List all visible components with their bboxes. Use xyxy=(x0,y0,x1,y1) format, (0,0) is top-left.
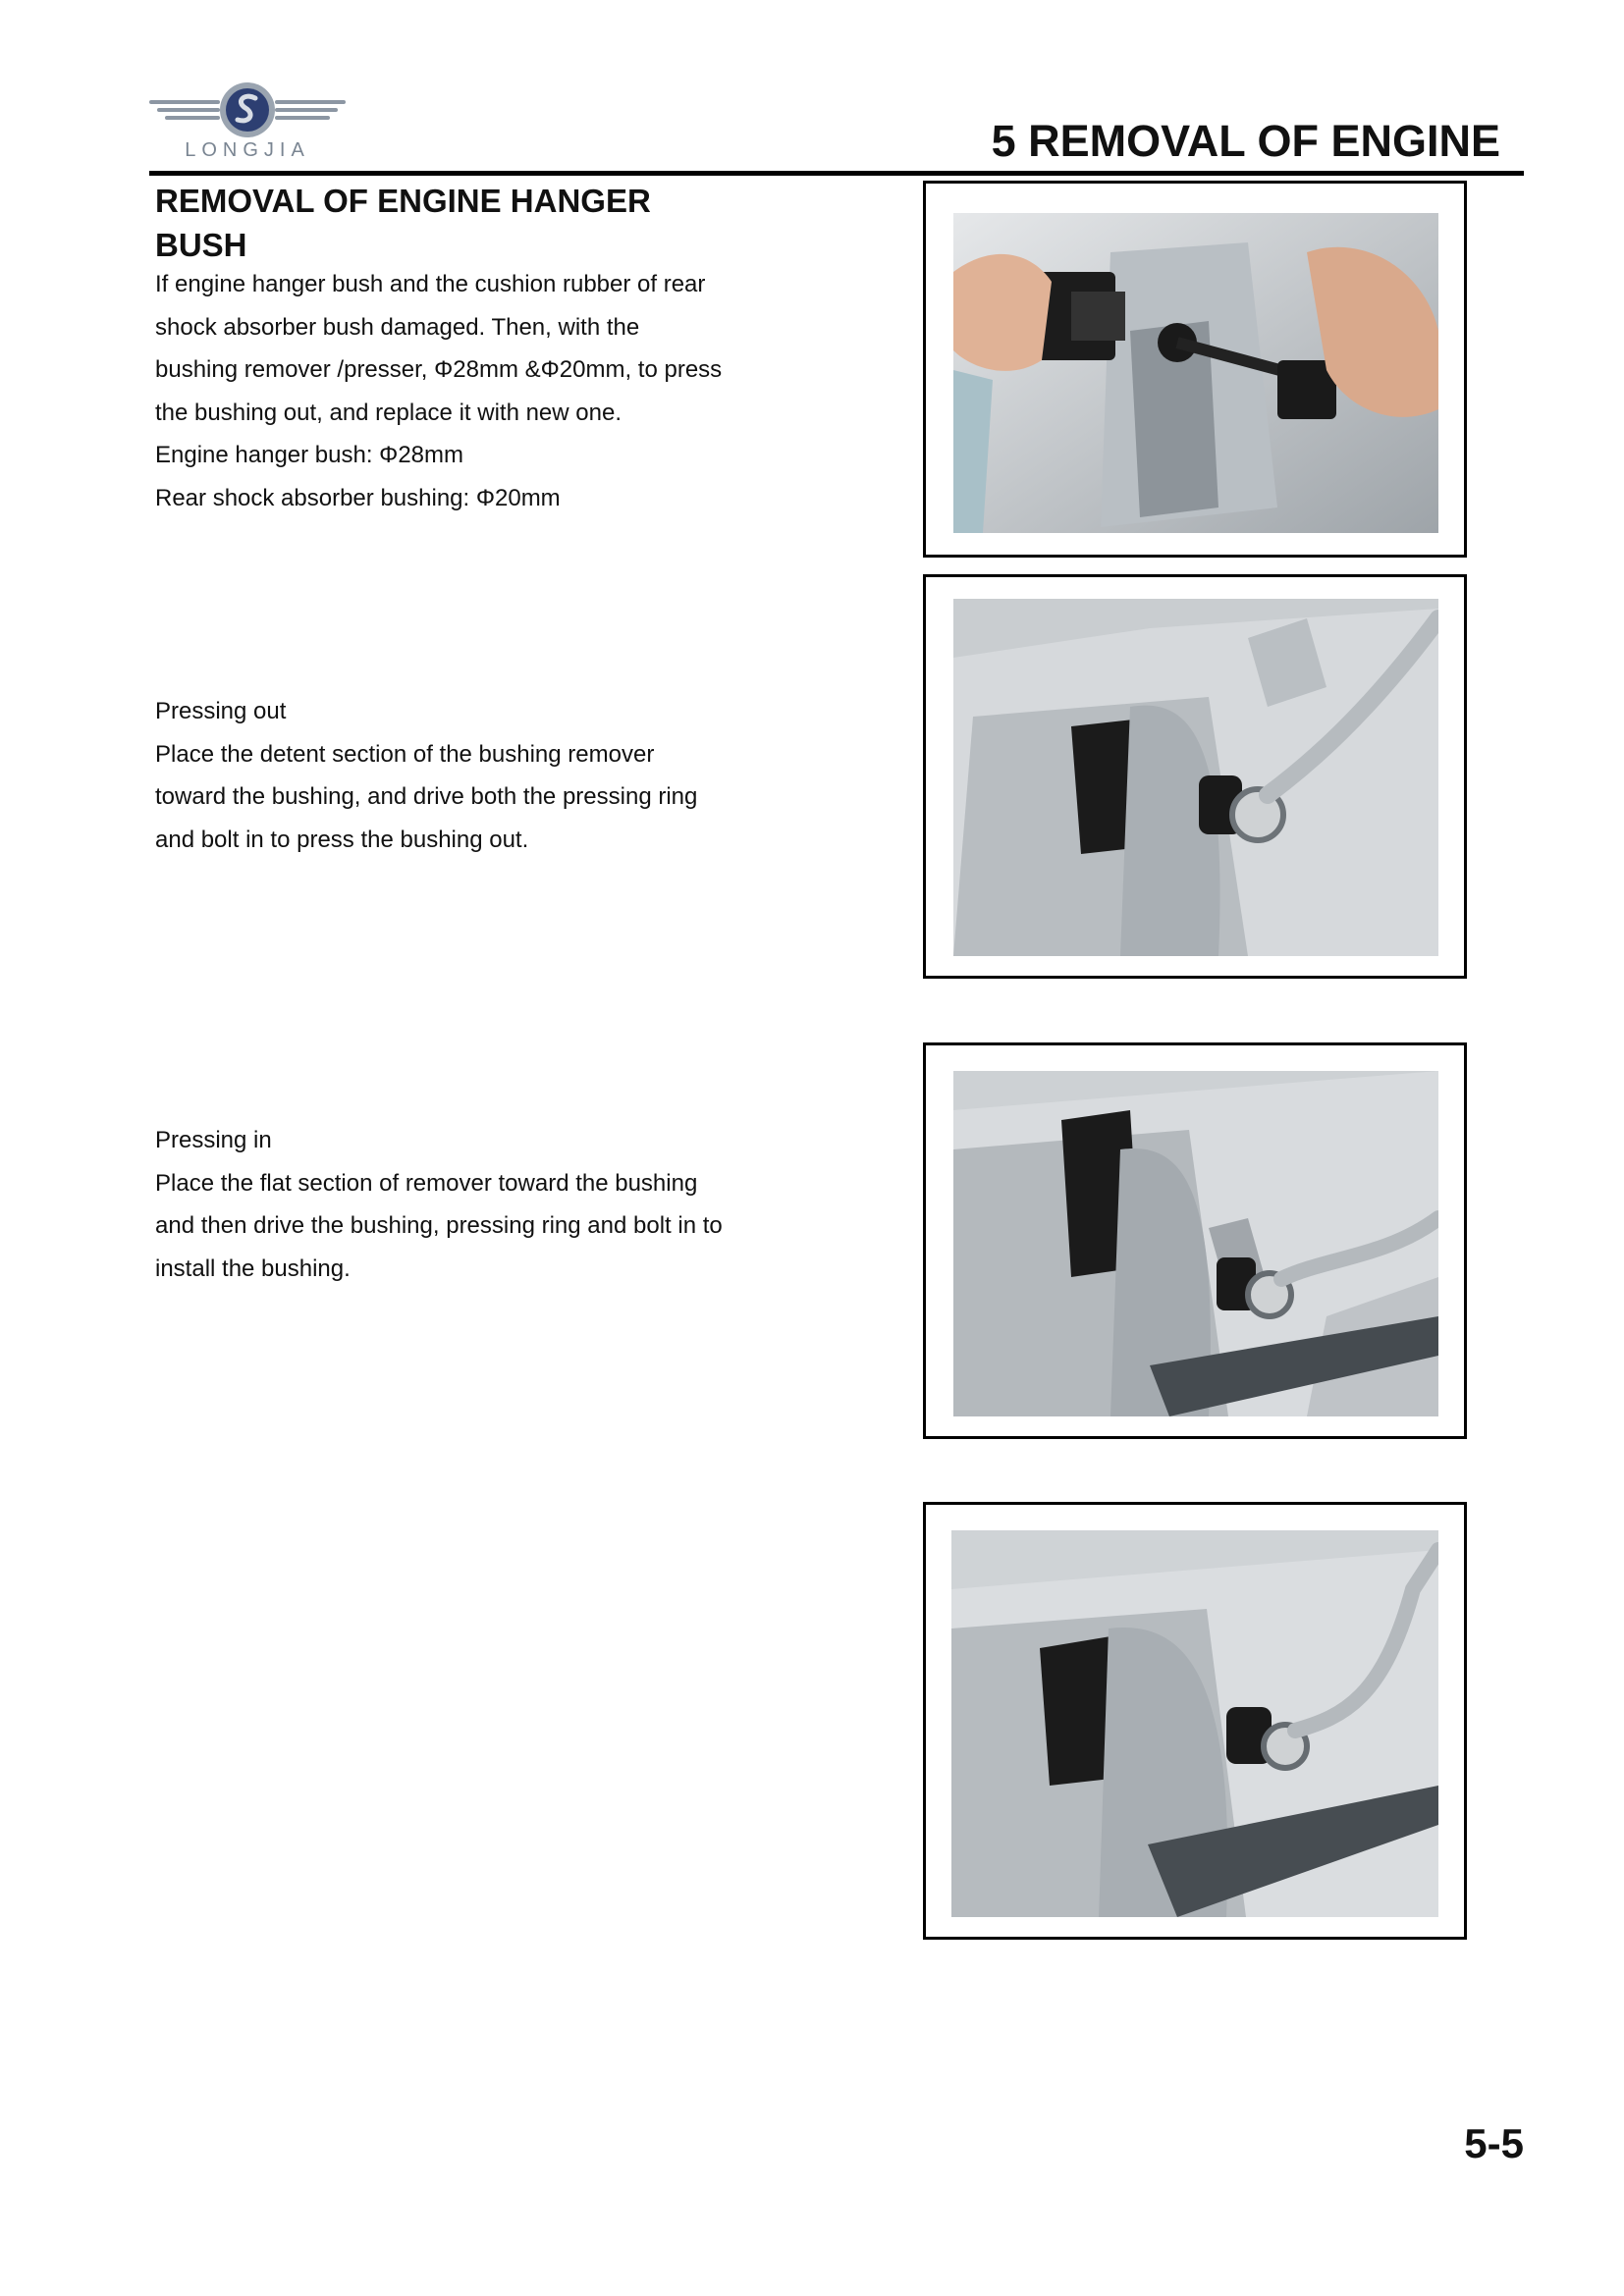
subheading-pressing-in: Pressing in xyxy=(155,1127,272,1153)
pressing-in-text xyxy=(155,1119,784,1290)
subheading-pressing-out: Pressing out xyxy=(155,698,287,724)
text-line: Place the flat section of remover toward the bushing xyxy=(155,1169,698,1197)
text-line: toward the bushing, and drive both the pressing ring xyxy=(155,783,698,810)
text-line: Place the detent section of the bushing remover xyxy=(155,740,655,768)
text-line: Rear shock absorber bushing: Φ20mm xyxy=(155,484,561,511)
photo-pressing-in xyxy=(923,1042,1467,1439)
section-title-line-2: BUSH xyxy=(155,227,247,263)
section-title-line-1: REMOVAL OF ENGINE HANGER xyxy=(155,183,651,219)
logo-text: LONGJIA xyxy=(185,139,310,161)
text-line: Engine hanger bush: Φ28mm xyxy=(155,442,464,468)
text-line: shock absorber bush damaged. Then, with the xyxy=(155,313,640,341)
text-line: the bushing out, and replace it with new one. xyxy=(155,399,622,426)
text-line: and then drive the bushing, pressing ring and bolt in to xyxy=(155,1212,723,1239)
chapter-title: 5 REMOVAL OF ENGINE xyxy=(991,116,1500,166)
text-line: install the bushing. xyxy=(155,1255,351,1282)
winged-emblem-icon xyxy=(149,79,346,147)
pressing-out-text xyxy=(155,690,784,861)
photo-bushing-remover-hands xyxy=(923,181,1467,558)
photo-pressing-out xyxy=(923,574,1467,979)
intro-text xyxy=(155,263,784,519)
text-line: and bolt in to press the bushing out. xyxy=(155,826,529,853)
header-divider xyxy=(149,171,1524,176)
text-line: If engine hanger bush and the cushion rubber of rear xyxy=(155,271,706,297)
brand-logo xyxy=(149,79,346,167)
section-title xyxy=(155,179,744,267)
text-line: bushing remover /presser, Φ28mm &Φ20mm, to press xyxy=(155,356,723,383)
page-number: 5-5 xyxy=(1464,2120,1524,2166)
photo-bushing-installed xyxy=(923,1502,1467,1940)
